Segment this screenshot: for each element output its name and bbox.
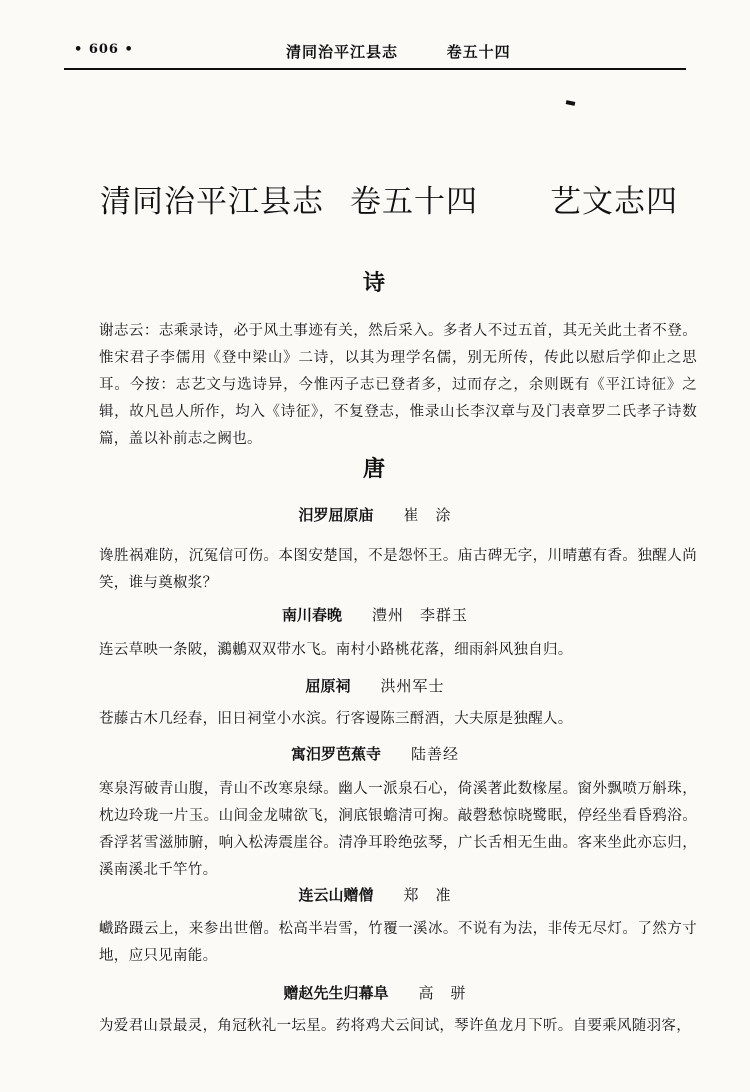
poem-author: 澧州 李群玉 bbox=[372, 606, 469, 624]
title-volume: 卷五十四 bbox=[350, 184, 478, 220]
poem-heading bbox=[0, 743, 750, 764]
intro-paragraph: 谢志云：志乘录诗，必于风土事迹有关，然后采入。多者人不过五首，其无关此土者不登。惟宋君子李儒用《登中梁山》二诗，以其为理学名儒，别无所传，传此以慰后学仰止之思耳。今按：志艺文与选诗异，今惟丙子志已登者多，过而存之，余则既有《平江诗征》之辑，故凡邑人所作，均入《诗征》，不复登志，惟录山长李汉章与及门表章罗二氏孝子诗数篇，盖以补前志之阙也。 bbox=[99, 323, 697, 447]
poem-title: 汨罗屈原庙 bbox=[298, 506, 374, 524]
poem-author: 郑 准 bbox=[403, 886, 452, 904]
poem-text: 连云草映一条陂，鸂鶒双双带水飞。南村小路桃花落，细雨斜风独自归。 bbox=[99, 642, 573, 658]
poem-title: 南川春晚 bbox=[281, 606, 342, 624]
poem-title: 连云山赠僧 bbox=[298, 886, 374, 904]
poem-heading bbox=[0, 604, 750, 625]
dynasty-heading: 唐 bbox=[362, 456, 387, 482]
poem-title: 屈原祠 bbox=[305, 677, 351, 695]
poem-author: 崔 涂 bbox=[403, 506, 452, 524]
poem-author: 洪州军士 bbox=[380, 677, 445, 695]
poem-title: 赠赵先生归幕阜 bbox=[283, 984, 389, 1002]
poem-author: 高 骈 bbox=[418, 984, 467, 1002]
running-head: 清同治平江县志 卷五十四 bbox=[286, 43, 511, 61]
poem-heading bbox=[0, 982, 750, 1003]
section-heading-poetry: 诗 bbox=[362, 270, 387, 296]
page-number: • 606 • bbox=[74, 42, 134, 57]
poem-text: 寒泉泻破青山腹，青山不改寒泉绿。幽人一派泉石心，倚溪著此数椽屋。窗外飘喷万斛珠，枕边玲珑一片玉。山间金龙啸欲飞，涧底银蟾清可掬。敲磬愁惊晓鹭眠，停经坐看昏鸦浴。香浮茗雪滋肺腑，响入松涛震崖谷。清净耳聆绝弦琴，广长舌相无生曲。客来坐此亦忘归，溪南溪北千竿竹。 bbox=[99, 781, 697, 878]
poem-heading bbox=[0, 884, 750, 905]
chapter-title bbox=[100, 176, 678, 221]
poem-author: 陆善经 bbox=[411, 745, 460, 763]
title-section: 艺文志四 bbox=[550, 184, 678, 220]
running-header bbox=[64, 28, 686, 70]
title-main: 清同治平江县志 bbox=[100, 184, 324, 220]
poem-title: 寓汨罗芭蕉寺 bbox=[290, 745, 381, 763]
poem-heading bbox=[0, 504, 750, 525]
poem-heading bbox=[0, 675, 750, 696]
poem-text: 为爱君山景最灵，角冠秋礼一坛星。药将鸡犬云间试，琴许鱼龙月下听。自要乘风随羽客， bbox=[99, 1018, 691, 1034]
poem-text: 巇路蹑云上，来参出世僧。松高半岩雪，竹覆一溪冰。不说有为法，非传无尽灯。了然方寸地，应只见南能。 bbox=[99, 921, 697, 964]
poem-text: 谗胜祸难防，沉冤信可伤。本图安楚国，不是怨怀王。庙古碑无字，川晴蕙有香。独醒人尚笑，谁与奠椒浆？ bbox=[99, 548, 697, 591]
poem-text: 苍藤古木几经春，旧日祠堂小水滨。行客谩陈三酹酒，大夫原是独醒人。 bbox=[99, 711, 573, 727]
ink-mark bbox=[566, 100, 576, 106]
